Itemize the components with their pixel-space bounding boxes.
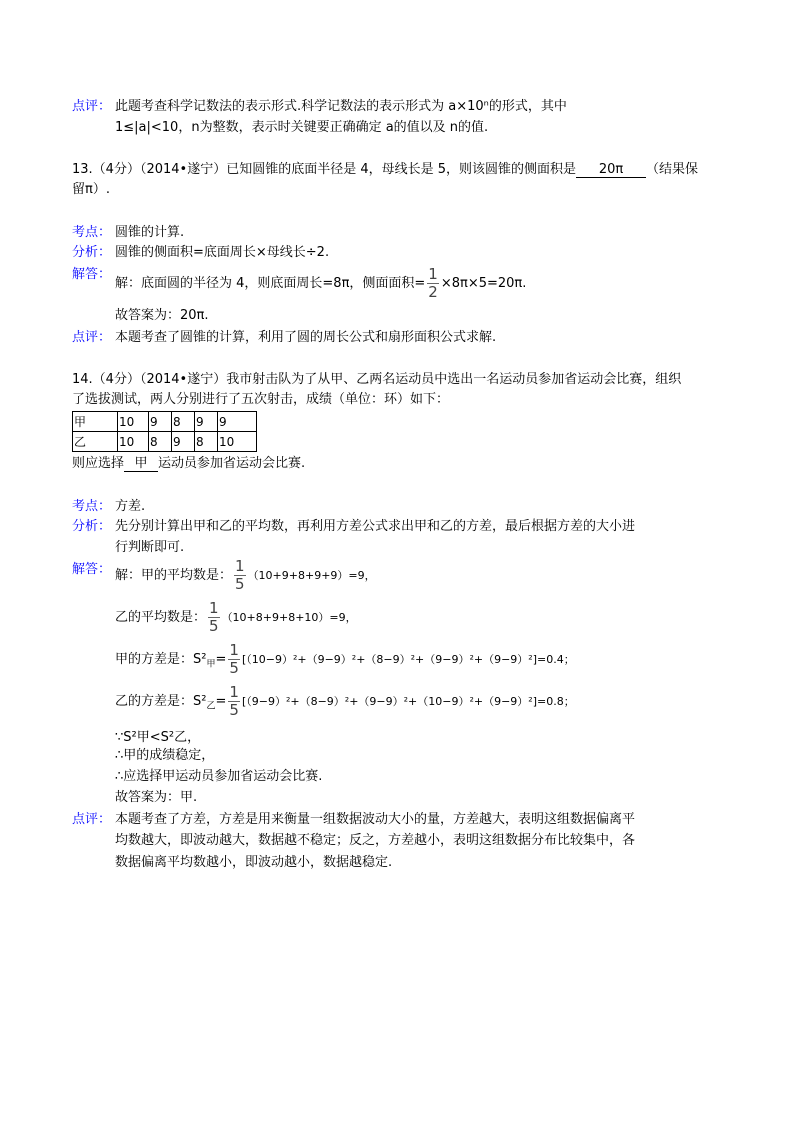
q14-mean-yi: [115, 600, 357, 636]
denominator: 5: [235, 575, 245, 593]
numerator: 1: [209, 599, 219, 617]
q14-choose: [72, 456, 305, 472]
q14-stem-line2: 了选拔测试，两人分别进行了五次射击，成绩（单位：环）如下：: [72, 392, 450, 407]
q13-solution-tail: ×8π×5=20π.: [440, 276, 527, 291]
subscript: 乙: [206, 701, 216, 712]
q14-review-line1: 本题考查了方差，方差是用来衡量一组数据波动大小的量，方差越大，表明这组数据偏离平: [115, 812, 636, 827]
table-cell: 8: [149, 432, 172, 452]
table-cell: 10: [118, 412, 149, 432]
jieda-label: 解答：: [72, 562, 112, 577]
q13-stem-tail: （结果保: [646, 162, 699, 177]
table-row: [73, 412, 257, 432]
table-cell: 9: [149, 412, 172, 432]
table-cell: 8: [172, 412, 195, 432]
mean-jia-expr: （10+9+8+9+9）=9，: [247, 569, 376, 582]
q13-stem: [72, 162, 698, 178]
q13-final: 故答案为：20π.: [115, 308, 209, 323]
q14-choose-tail: 运动员参加省运动会比赛.: [158, 456, 306, 471]
q14-var-yi: 乙的方差是：$S^2_乙=$ $\frac{1}{5}$ [（9−9）²+（8−9）²+（9−9）²+（10−9）²+（9−9）²]=0.8；: [115, 683, 575, 719]
subscript: 甲: [206, 659, 216, 670]
q13-stem-text: 13.（4分）（2014•遂宁）已知圆锥的底面半径是 4，母线长是 5，则该圆锥的侧面积是: [72, 162, 577, 177]
mean-yi-label: 乙的平均数是：: [115, 610, 207, 625]
jieda-label: 解答：: [72, 267, 112, 282]
table-cell: 9: [218, 412, 257, 432]
denominator: 5: [229, 659, 239, 677]
mean-jia-label: 解：甲的平均数是：: [115, 568, 233, 583]
q13-solution: [115, 266, 526, 302]
table-cell: 10: [118, 432, 149, 452]
q14-answer-blank: 甲: [124, 457, 158, 472]
fenxi-label: 分析：: [72, 245, 112, 260]
fraction: [228, 642, 240, 677]
var-jia-label: 甲的方差是：S²: [115, 652, 207, 667]
q14-therefore2: ∴应选择甲运动员参加省运动会比赛.: [115, 769, 323, 784]
q13-solution-text: 解：底面圆的半径为 4，则底面周长=8π，侧面面积=: [115, 276, 426, 291]
fenxi-label: 分析：: [72, 519, 112, 534]
fraction: [208, 600, 220, 635]
mean-yi-expr: （10+8+9+8+10）=9，: [221, 611, 357, 624]
q13-answer-blank: 20π: [576, 163, 646, 178]
q14-fenxi-line1: 先分别计算出甲和乙的平均数，再利用方差公式求出甲和乙的方差，最后根据方差的大小进: [115, 519, 636, 534]
table-cell: 乙: [73, 432, 118, 452]
q14-choose-text: 则应选择: [72, 456, 125, 471]
q14-review-line3: 数据偏离平均数越小，即波动越小，数据越稳定.: [115, 855, 393, 870]
q13-kaodian: 圆锥的计算.: [115, 225, 185, 240]
numerator: 1: [229, 641, 239, 659]
table-cell: 8: [195, 432, 218, 452]
kaodian-label: 考点：: [72, 499, 112, 514]
q14-fenxi-line2: 行判断即可.: [115, 540, 185, 555]
q13-fenxi: 圆锥的侧面积=底面周长×母线长÷2.: [115, 245, 330, 260]
q14-kaodian: 方差.: [115, 499, 146, 514]
q14-final: 故答案为：甲.: [115, 790, 198, 805]
q14-because: ∵S²甲<S²乙，: [115, 730, 201, 745]
table-cell: 10: [218, 432, 257, 452]
review-label: 点评：: [72, 330, 112, 345]
table-cell: 甲: [73, 412, 118, 432]
fraction: [234, 558, 246, 593]
review-label: 点评：: [72, 99, 112, 114]
var-yi-label: 乙的方差是：S²: [115, 694, 207, 709]
q12-review-line1: 此题考查科学记数法的表示形式.科学记数法的表示形式为 a×10ⁿ的形式，其中: [115, 99, 567, 114]
numerator: 1: [229, 683, 239, 701]
table-cell: 9: [195, 412, 218, 432]
q14-therefore1: ∴甲的成绩稳定，: [115, 748, 215, 763]
q14-var-jia: 甲的方差是：$S^2_甲=$ $\frac{1}{5}$ [（10−9）²+（9−9）²+（8−9）²+（9−9）²+（9−9）²]=0.4；: [115, 641, 575, 677]
score-table: [72, 411, 257, 452]
var-jia-expr: [（10−9）²+（9−9）²+（8−9）²+（9−9）²+（9−9）²]=0.4；: [241, 653, 575, 666]
numerator: 1: [428, 265, 438, 283]
q12-review-line2: 1≤|a|<10，n为整数，表示时关键要正确确定 a的值以及 n的值.: [115, 120, 489, 135]
fraction: [427, 266, 439, 301]
q13-stem-line2: 留π）.: [72, 182, 110, 197]
q14-stem-line1: 14.（4分）（2014•遂宁）我市射击队为了从甲、乙两名运动员中选出一名运动员参加省运动会比赛，组织: [72, 372, 682, 387]
q14-mean-jia: [115, 558, 376, 594]
review-label: 点评：: [72, 812, 112, 827]
table-cell: 9: [172, 432, 195, 452]
numerator: 1: [235, 557, 245, 575]
denominator: 5: [229, 701, 239, 719]
q14-review-line2: 均数越大，即波动越大，数据越不稳定；反之，方差越小，表明这组数据分布比较集中，各: [115, 833, 636, 848]
q13-review: 本题考查了圆锥的计算，利用了圆的周长公式和扇形面积公式求解.: [115, 330, 497, 345]
denominator: 5: [209, 617, 219, 635]
var-yi-expr: [（9−9）²+（8−9）²+（9−9）²+（10−9）²+（9−9）²]=0.8；: [241, 695, 575, 708]
fraction: [228, 684, 240, 719]
denominator: 2: [428, 283, 438, 301]
kaodian-label: 考点：: [72, 225, 112, 240]
table-row: [73, 432, 257, 452]
